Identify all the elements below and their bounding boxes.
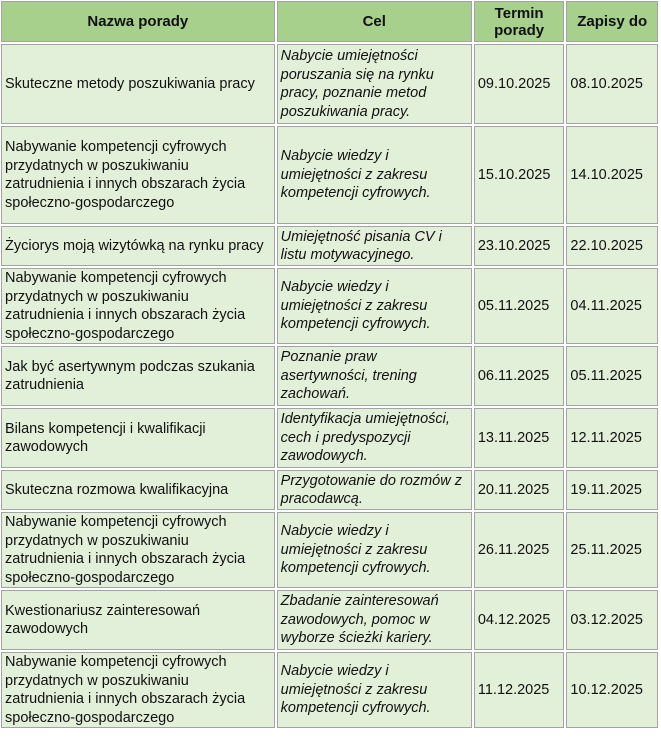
cell-name: Jak być asertywnym podczas szukania zatrudnienia <box>1 346 275 406</box>
cell-date: 23.10.2025 <box>474 226 565 266</box>
cell-date: 05.11.2025 <box>474 268 565 344</box>
cell-date: 26.11.2025 <box>474 512 565 588</box>
cell-signup: 12.11.2025 <box>566 408 658 468</box>
table-row <box>1 268 658 344</box>
cell-name: Nabywanie kompetencji cyfrowych przydatnych w poszukiwaniu zatrudnienia i innych obszarach życia społeczno-gospodarczego <box>1 268 275 344</box>
cell-signup: 08.10.2025 <box>566 44 658 124</box>
table-row <box>1 408 658 468</box>
cell-date: 20.11.2025 <box>474 470 565 510</box>
cell-name: Życiorys moją wizytówką na rynku pracy <box>1 226 275 266</box>
cell-goal: Przygotowanie do rozmów z pracodawcą. <box>277 470 472 510</box>
table-row <box>1 346 658 406</box>
table-row <box>1 652 658 728</box>
cell-signup: 04.11.2025 <box>566 268 658 344</box>
cell-goal: Nabycie wiedzy i umiejętności z zakresu kompetencji cyfrowych. <box>277 512 472 588</box>
table-row <box>1 470 658 510</box>
cell-goal: Zbadanie zainteresowań zawodowych, pomoc w wyborze ścieżki kariery. <box>277 590 472 650</box>
cell-date: 04.12.2025 <box>474 590 565 650</box>
cell-name: Nabywanie kompetencji cyfrowych przydatnych w poszukiwaniu zatrudnienia i innych obszarach życia społeczno-gospodarczego <box>1 512 275 588</box>
header-name: Nazwa porady <box>1 1 275 42</box>
cell-goal: Nabycie wiedzy i umiejętności z zakresu kompetencji cyfrowych. <box>277 268 472 344</box>
cell-goal: Nabycie wiedzy i umiejętności z zakresu kompetencji cyfrowych. <box>277 126 472 224</box>
cell-date: 15.10.2025 <box>474 126 565 224</box>
cell-name: Nabywanie kompetencji cyfrowych przydatnych w poszukiwaniu zatrudnienia i innych obszarach życia społeczno-gospodarczego <box>1 652 275 728</box>
cell-signup: 14.10.2025 <box>566 126 658 224</box>
header-date: Termin porady <box>474 1 565 42</box>
table-row <box>1 512 658 588</box>
header-signup: Zapisy do <box>566 1 658 42</box>
cell-signup: 19.11.2025 <box>566 470 658 510</box>
cell-goal: Nabycie umiejętności poruszania się na rynku pracy, poznanie metod poszukiwania pracy. <box>277 44 472 124</box>
cell-name: Kwestionariusz zainteresowań zawodowych <box>1 590 275 650</box>
cell-signup: 22.10.2025 <box>566 226 658 266</box>
cell-signup: 25.11.2025 <box>566 512 658 588</box>
cell-date: 09.10.2025 <box>474 44 565 124</box>
cell-goal: Nabycie wiedzy i umiejętności z zakresu kompetencji cyfrowych. <box>277 652 472 728</box>
cell-goal: Poznanie praw asertywności, trening zachowań. <box>277 346 472 406</box>
table-row <box>1 226 658 266</box>
cell-name: Nabywanie kompetencji cyfrowych przydatnych w poszukiwaniu zatrudnienia i innych obszarach życia społeczno-gospodarczego <box>1 126 275 224</box>
cell-signup: 05.11.2025 <box>566 346 658 406</box>
cell-signup: 03.12.2025 <box>566 590 658 650</box>
cell-date: 13.11.2025 <box>474 408 565 468</box>
cell-name: Skuteczne metody poszukiwania pracy <box>1 44 275 124</box>
table-row <box>1 590 658 650</box>
cell-date: 06.11.2025 <box>474 346 565 406</box>
cell-goal: Identyfikacja umiejętności, cech i predyspozycji zawodowych. <box>277 408 472 468</box>
header-goal: Cel <box>277 1 472 42</box>
table-row <box>1 126 658 224</box>
table-row <box>1 44 658 124</box>
table-header-row <box>1 1 658 42</box>
cell-name: Skuteczna rozmowa kwalifikacyjna <box>1 470 275 510</box>
cell-date: 11.12.2025 <box>474 652 565 728</box>
cell-name: Bilans kompetencji i kwalifikacji zawodowych <box>1 408 275 468</box>
cell-goal: Umiejętność pisania CV i listu motywacyjnego. <box>277 226 472 266</box>
cell-signup: 10.12.2025 <box>566 652 658 728</box>
